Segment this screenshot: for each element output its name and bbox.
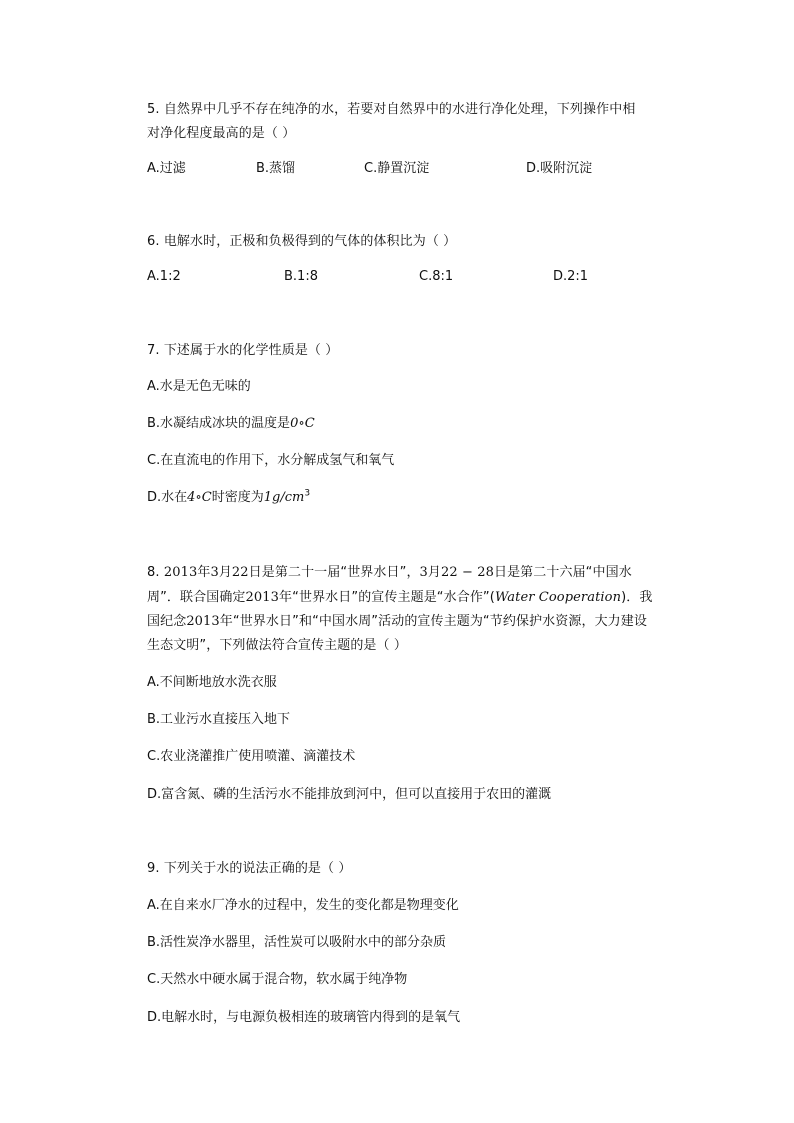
q8-l1-d: 日是第二十一届“世界水日”， [248,565,420,580]
q8-l2-m1: 2013 [245,590,280,605]
q8-l1-e: 月 [427,565,442,580]
q6-stem: 6. 电解水时，正极和负极得到的气体的体积比为（ ） [147,234,457,249]
q9-stem: 9. 下列关于水的说法正确的是（ ） [147,861,352,876]
q6-option-c: C.8:1 [419,269,454,284]
q8-l1-b: 年 [197,565,211,580]
q8-l2-a: 周”．联合国确定 [147,590,246,605]
q5-stem-line1: 5. 自然界中几乎不存在纯净的水，若要对自然界中的水进行净化处理，下列操作中相 [147,102,636,117]
q5-option-c: C.静置沉淀 [364,161,430,176]
q6-option-a: A.1:2 [147,269,181,284]
q7-option-d-text2: 时密度为 [211,490,264,505]
q7-option-d [147,489,310,507]
q8-l3-b: 年“世界水日”和“中国水周”活动的宣传主题为“节约保护水资源，大力建设 [219,614,647,629]
q7-option-b-text: B.水凝结成冰块的温度是 [147,416,291,431]
q8-l1-m5: 22 − 28 [441,565,494,580]
q8-l1-a: 8. [147,565,164,580]
q7-option-b-math: 0∘C [290,416,315,431]
q7-option-d-superscript: 3 [304,488,311,499]
q9-option-d: D.电解水时，与电源负极相连的玻璃管内得到的是氧气 [147,1010,461,1025]
q8-option-b: B.工业污水直接压入地下 [147,712,291,727]
q8-option-a: A.不间断地放水洗衣服 [147,675,277,690]
q7-option-c: C.在直流电的作用下，水分解成氢气和氧气 [147,453,395,468]
q5-option-d: D.吸附沉淀 [526,161,593,176]
q8-l1-f: 日是第二十六届“中国水 [493,565,632,580]
q8-option-d: D.富含氮、磷的生活污水不能排放到河中，但可以直接用于农田的灌溉 [147,787,552,802]
q7-option-d-text1: D.水在 [147,490,188,505]
q7-option-a: A.水是无色无味的 [147,379,251,394]
q9-option-b: B.活性炭净水器里，活性炭可以吸附水中的部分杂质 [147,935,447,950]
q7-stem: 7. 下述属于水的化学性质是（ ） [147,343,339,358]
q8-l1-m3: 22 [231,565,249,580]
q9-option-c: C.天然水中硬水属于混合物，软水属于纯净物 [147,972,408,987]
q5-stem-line2: 对净化程度最高的是（ ） [147,126,296,141]
q8-l1-m1: 2013 [163,565,198,580]
q7-option-d-math1: 4∘C [187,490,212,505]
q7-option-d-math2: 1g/cm [263,490,305,505]
q9-option-a: A.在自来水厂净水的过程中，发生的变化都是物理变化 [147,898,459,913]
q8-l2-b: 年“世界水日”的宣传主题是“水合作”( [279,590,495,605]
q8-l2-m2: Water Cooperation [494,590,622,605]
q6-option-b: B.1:8 [284,269,318,284]
q5-option-a: A.过滤 [147,161,186,176]
q7-option-b [147,415,315,433]
q8-l2-c: )．我 [621,590,653,605]
q8-stem-line3 [147,613,647,631]
q8-l1-m2: 3 [210,565,219,580]
q8-stem-line1 [147,564,632,582]
q6-option-d: D.2:1 [553,269,589,284]
q8-stem-line4: 生态文明”，下列做法符合宣传主题的是（ ） [147,638,407,653]
q8-option-c: C.农业浇灌推广使用喷灌、滴灌技术 [147,749,356,764]
q8-l3-m1: 2013 [186,614,220,629]
q8-l1-m4: 3 [419,565,428,580]
q8-stem-line2 [147,589,652,607]
q8-l3-a: 国纪念 [147,614,187,629]
q5-option-b: B.蒸馏 [256,161,296,176]
q8-l1-c: 月 [218,565,232,580]
